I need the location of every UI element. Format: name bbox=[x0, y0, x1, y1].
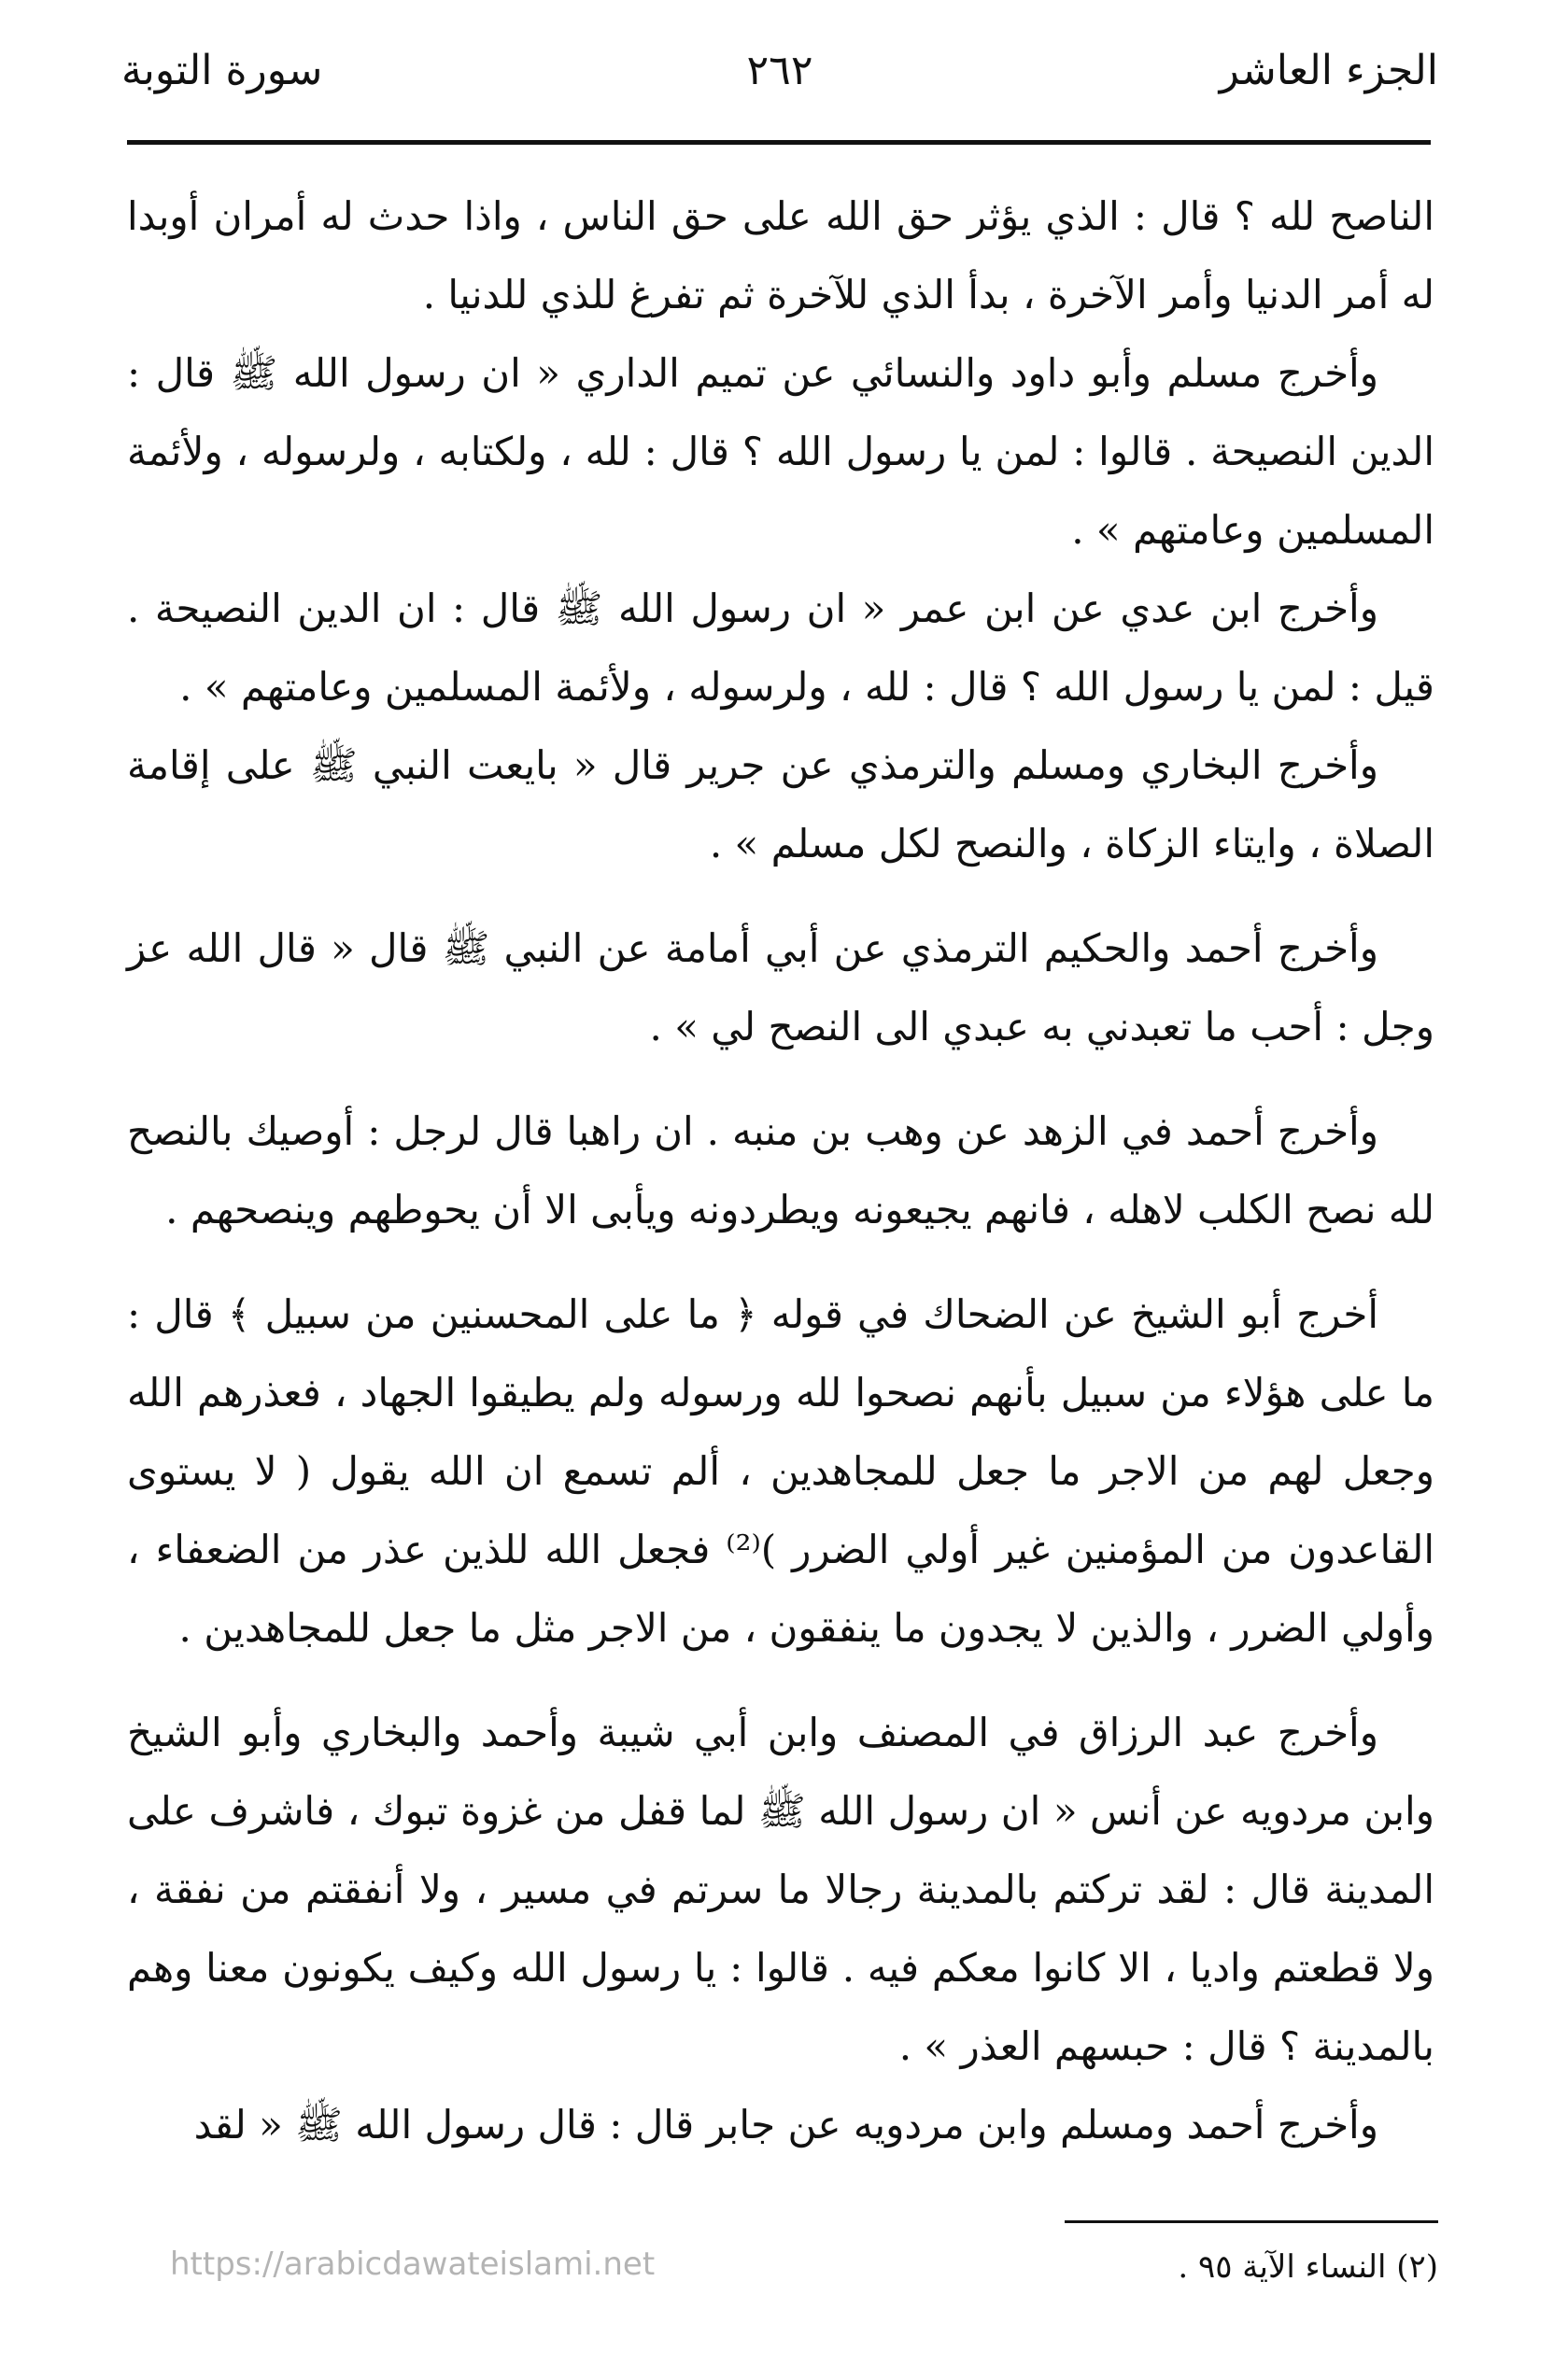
paragraph: وأخرج البخاري ومسلم والترمذي عن جرير قال « بايعت النبي ﷺ على إقامة الصلاة ، وايتاء الزكاة ، والنصح لكل مسلم » . bbox=[127, 742, 1434, 866]
body-text bbox=[127, 177, 1434, 2164]
running-head-surah: سورة التوبة bbox=[121, 47, 323, 94]
paragraph: وأخرج ابن عدي عن ابن عمر « ان رسول الله ﷺ قال : ان الدين النصيحة . قيل : لمن يا رسول الله ؟ قال : لله ، ولرسوله ، ولأئمة المسلمين وعامتهم » . bbox=[127, 585, 1434, 710]
watermark-url: https://arabicdawateislami.net bbox=[170, 2246, 656, 2283]
paragraph: أخرج أبو الشيخ عن الضحاك في قوله ﴿ ما على المحسنين من سبيل ﴾ قال : ما على هؤلاء من سبيل بأنهم نصحوا لله ورسوله ولم يطيقوا الجهاد ، فعذرهم الله وجعل لهم من الاجر ما جعل للمجاهدين ، ألم تسمع ان الله يقول ( لا يستوى القاعدون من المؤمنين غير أولي الضرر )⁽²⁾ فجعل الله للذين عذر من الضعفاء ، وأولي الضرر ، والذين لا يجدون ما ينفقون ، من الاجر مثل ما جعل للمجاهدين . bbox=[127, 1291, 1434, 1651]
page-header bbox=[121, 47, 1438, 112]
paragraph: الناصح لله ؟ قال : الذي يؤثر حق الله على حق الناس ، واذا حدث له أمران أوبدا له أمر الدنيا وأمر الآخرة ، بدأ الذي للآخرة ثم تفرغ للذي للدنيا . bbox=[127, 193, 1434, 317]
header-rule bbox=[127, 140, 1431, 145]
page-number: ٢٦٢ bbox=[746, 47, 813, 94]
paragraph: وأخرج عبد الرزاق في المصنف وابن أبي شيبة وأحمد والبخاري وأبو الشيخ وابن مردويه عن أنس « ان رسول الله ﷺ لما قفل من غزوة تبوك ، فاشرف على المدينة قال : لقد تركتم بالمدينة رجالا ما سرتم في مسير ، ولا أنفقتم من نفقة ، ولا قطعتم واديا ، الا كانوا معكم فيه . قالوا : يا رسول الله وكيف يكونون معنا وهم بالمدينة ؟ قال : حبسهم العذر » . bbox=[127, 1710, 1434, 2069]
footnote: (٢) النساء الآية ٩٥ . bbox=[1178, 2248, 1438, 2286]
paragraph: وأخرج أحمد والحكيم الترمذي عن أبي أمامة عن النبي ﷺ قال « قال الله عز وجل : أحب ما تعبدني به عبدي الى النصح لي » . bbox=[127, 925, 1434, 1049]
paragraph: وأخرج أحمد في الزهد عن وهب بن منبه . ان راهبا قال لرجل : أوصيك بالنصح لله نصح الكلب لاهله ، فانهم يجيعونه ويطردونه ويأبى الا أن يحوطهم وينصحهم . bbox=[127, 1108, 1434, 1232]
paragraph: وأخرج أحمد ومسلم وابن مردويه عن جابر قال : قال رسول الله ﷺ « لقد bbox=[193, 2102, 1378, 2148]
paragraph: وأخرج مسلم وأبو داود والنسائي عن تميم الداري « ان رسول الله ﷺ قال : الدين النصيحة . قالوا : لمن يا رسول الله ؟ قال : لله ، ولكتابه ، ولرسوله ، ولأئمة المسلمين وعامتهم » . bbox=[127, 350, 1434, 553]
running-head-juz: الجزء العاشر bbox=[1219, 47, 1438, 94]
footnote-rule bbox=[1065, 2220, 1438, 2223]
